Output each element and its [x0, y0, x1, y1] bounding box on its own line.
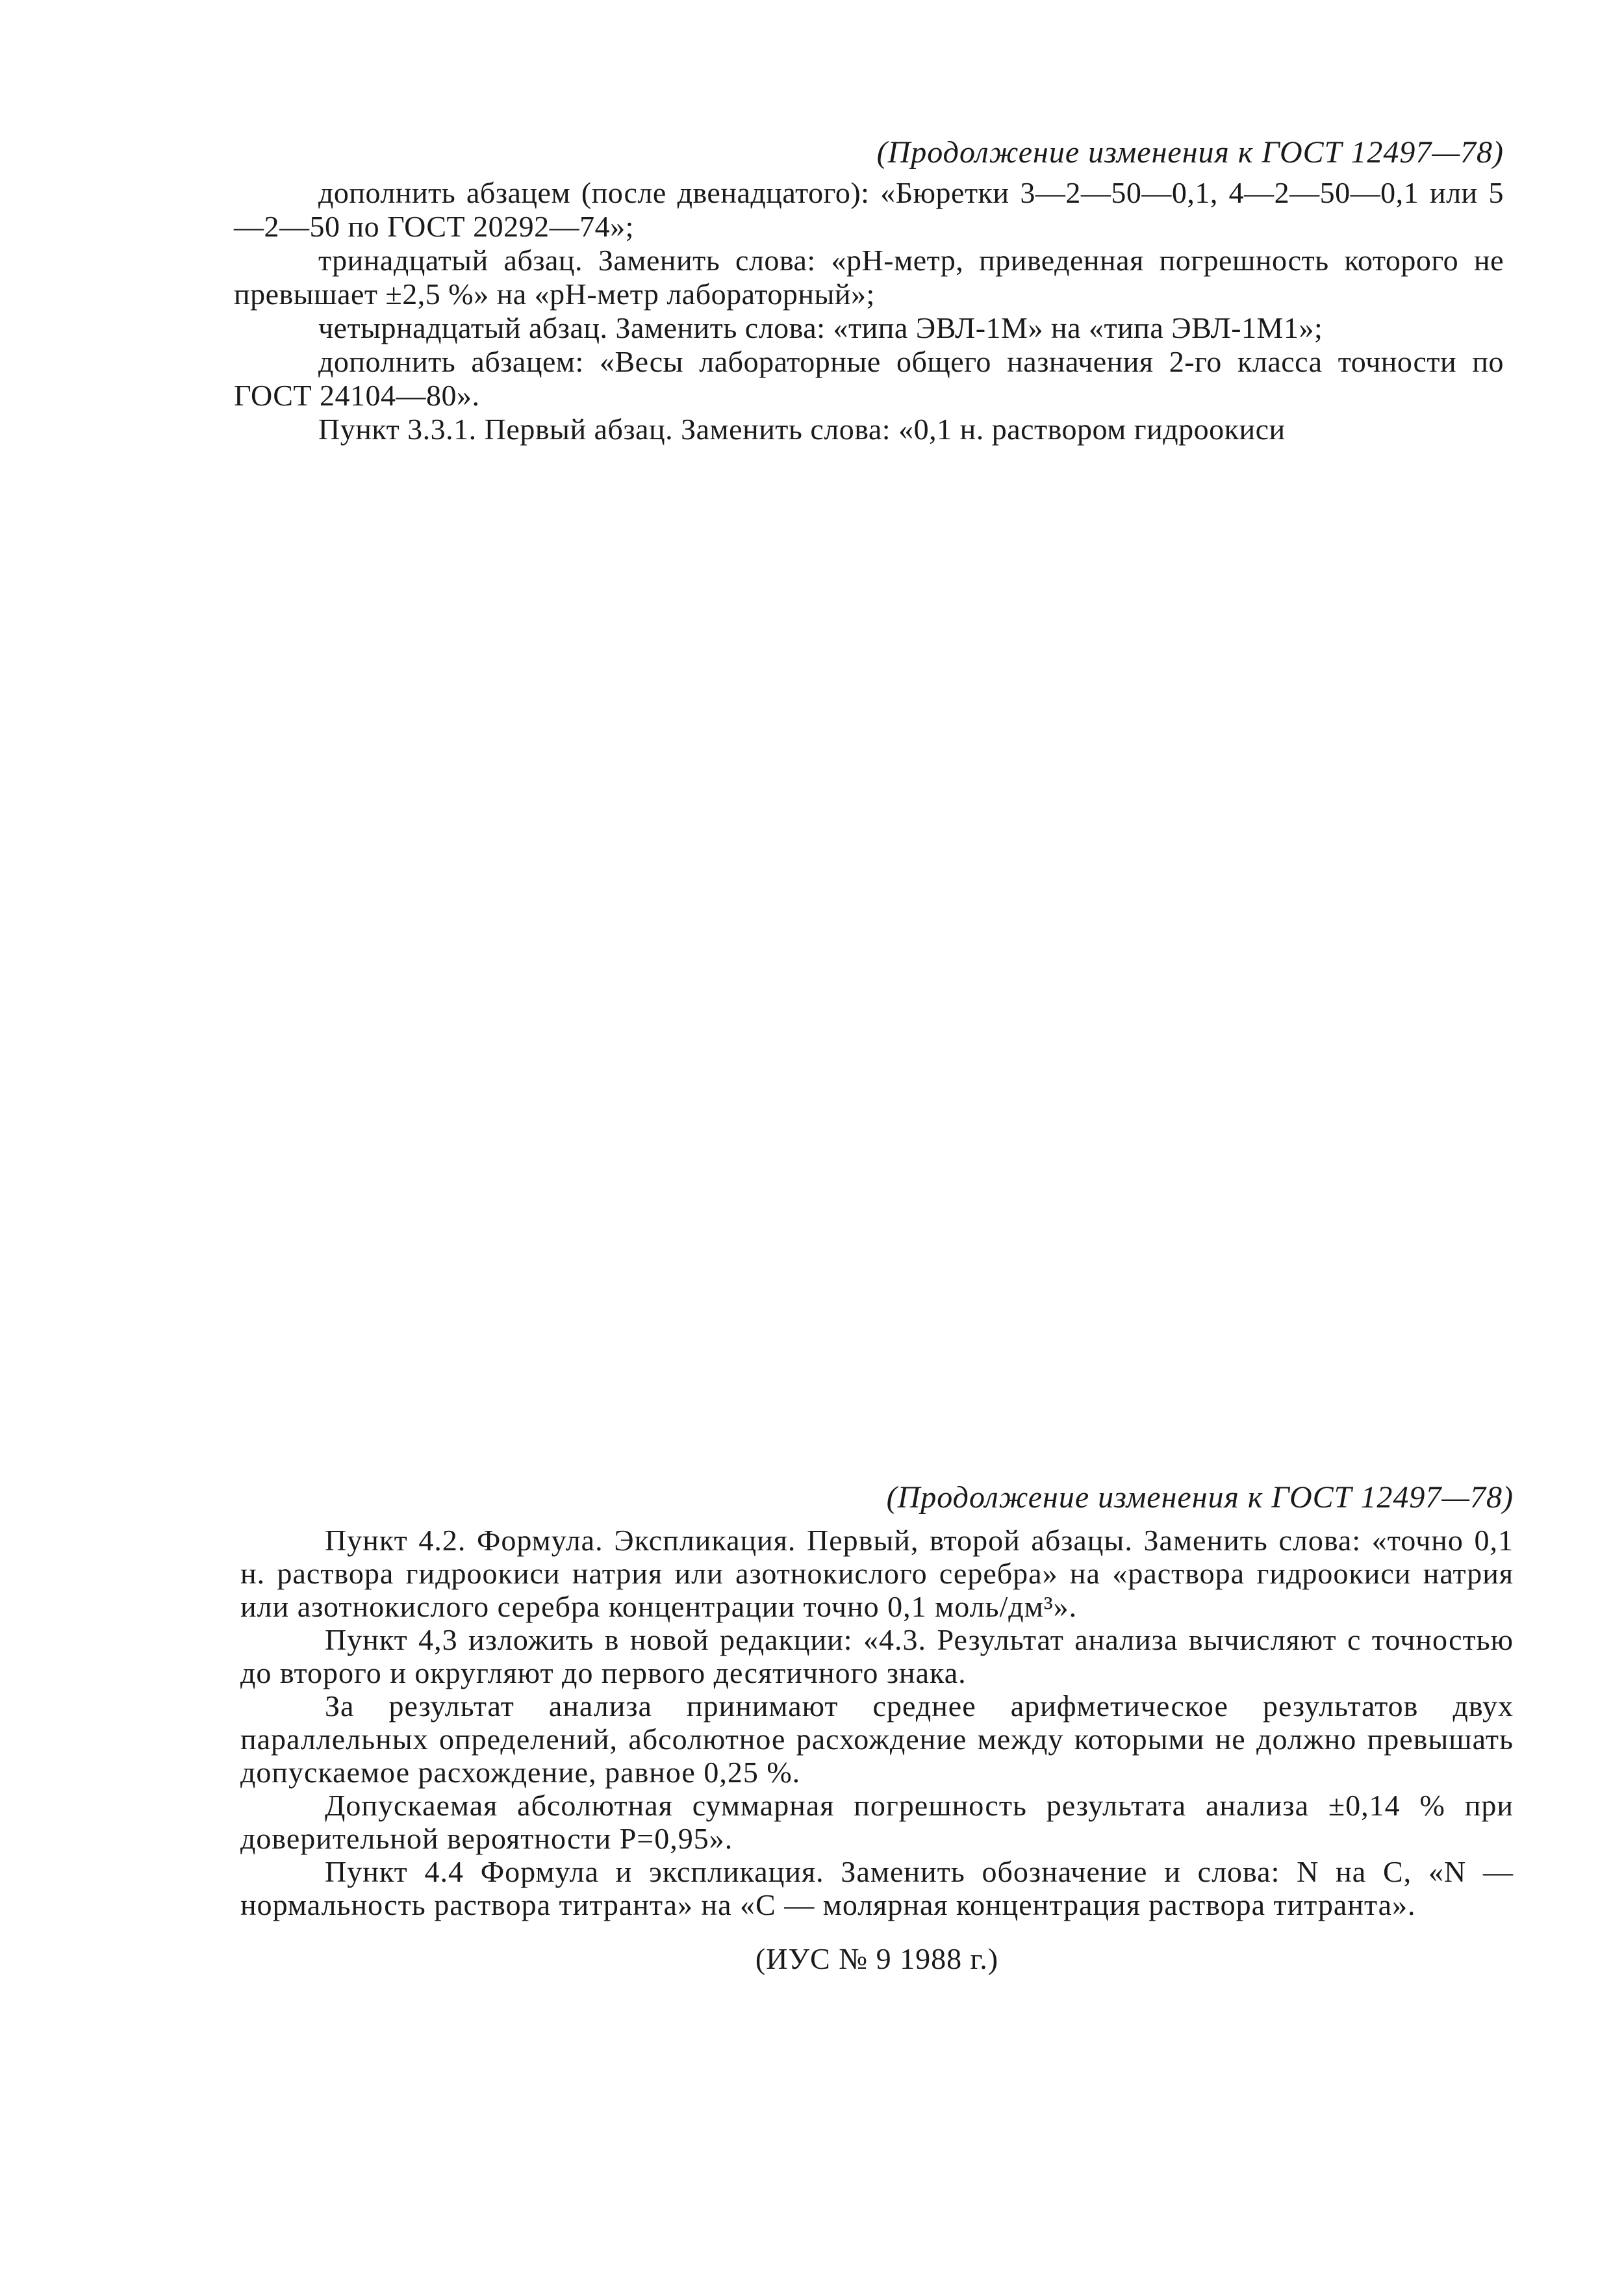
paragraph-fourteenth: четырнадцатый абзац. Заменить слова: «типа ЭВЛ-1М» на «типа ЭВЛ-1М1»;	[318, 311, 1323, 344]
page-fragment-bottom	[240, 1478, 1514, 1979]
paragraph-tolerance: Допускаемая абсолютная суммарная погрешность результата анализа ±0,14 % при доверительной вероятности P=0,95».	[240, 1789, 1514, 1855]
paragraph-item-3-3-1: Пункт 3.3.1. Первый абзац. Заменить слова: «0,1 н. раствором гидроокиси	[318, 413, 1286, 446]
paragraph-add-scales: дополнить абзацем: «Весы лабораторные общего назначения 2-го класса точности по ГОСТ 24104—80».	[234, 345, 1504, 412]
paragraph-result-average: За результат анализа принимают среднее арифметическое результатов двух параллельных определений, абсолютное расхождение между которыми не должно превышать допускаемое расхождение, равное 0,25 %.	[240, 1689, 1514, 1789]
continuation-heading-bottom: (Продолжение изменения к ГОСТ 12497—78)	[886, 1480, 1514, 1515]
paragraph-thirteenth: тринадцатый абзац. Заменить слова: «рН-метр, приведенная погрешность которого не превышает ±2,5 %» на «рН-метр лабораторный»;	[234, 244, 1504, 311]
continuation-heading-top: (Продолжение изменения к ГОСТ 12497—78)	[876, 135, 1504, 170]
page-fragment-top	[234, 133, 1504, 446]
paragraph-item-4-4: Пункт 4.4 Формула и экспликация. Заменить обозначение и слова: N на C, «N — нормальность раствора титранта» на «C — молярная концентрация раствора титранта».	[240, 1855, 1514, 1921]
ius-reference: (ИУС № 9 1988 г.)	[755, 1942, 999, 1975]
paragraph-item-4-2: Пункт 4.2. Формула. Экспликация. Первый, второй абзацы. Заменить слова: «точно 0,1 н. раствора гидроокиси натрия или азотнокислого серебра» на «раствора гидроокиси натрия или азотнокислого серебра концентрации точно 0,1 моль/дм³».	[240, 1524, 1514, 1623]
paragraph-item-4-3: Пункт 4,3 изложить в новой редакции: «4.3. Результат анализа вычисляют с точностью до второго и округляют до первого десятичного знака.	[240, 1623, 1514, 1689]
paragraph-add-burettes: дополнить абзацем (после двенадцатого): «Бюретки 3—2—50—0,1, 4—2—50—0,1 или 5—2—50 по ГОСТ 20292—74»;	[234, 176, 1504, 243]
